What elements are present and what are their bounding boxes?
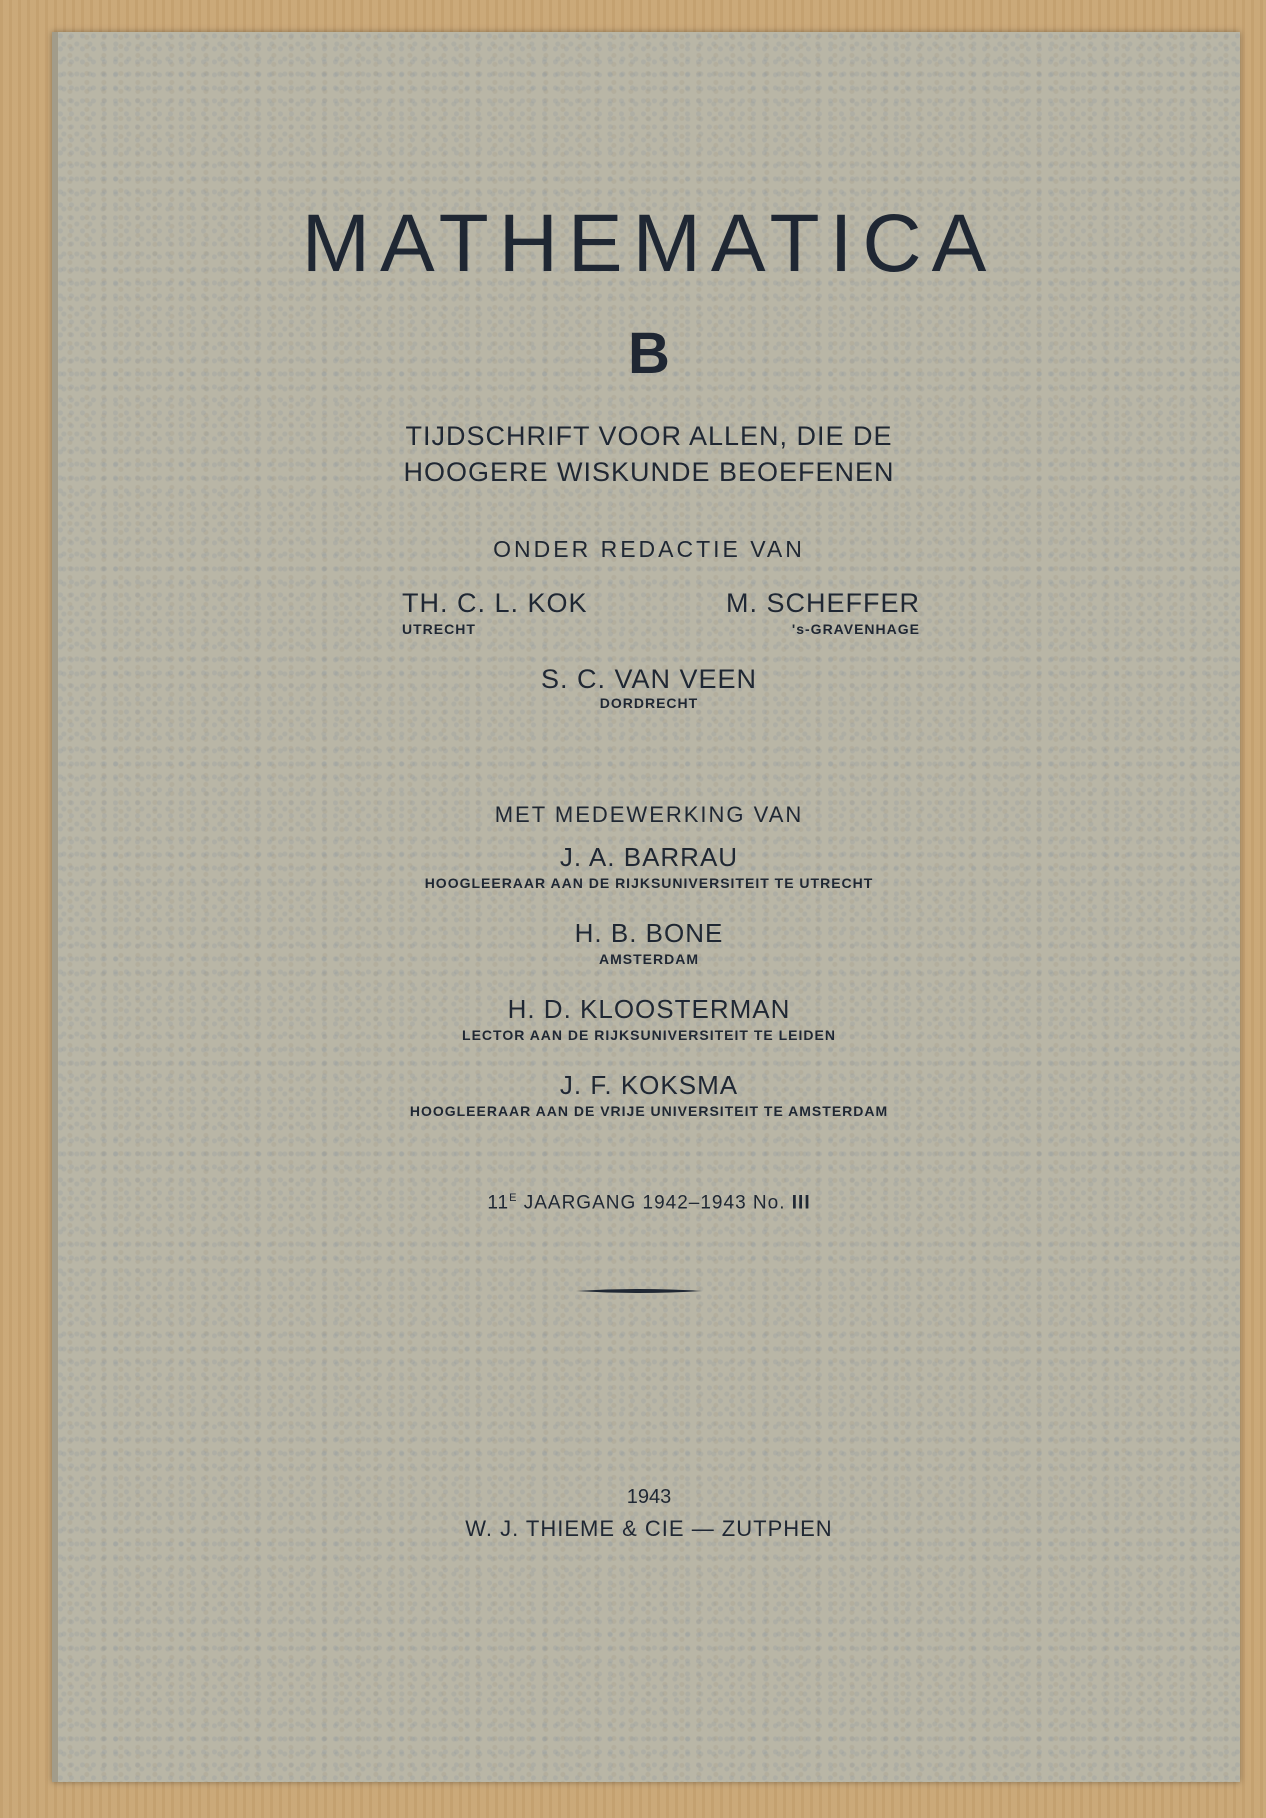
editor-name: M. SCHEFFER — [725, 588, 920, 618]
collaborator-affiliation: HOOGLEERAAR AAN DE RIJKSUNIVERSITEIT TE UTRECHT — [424, 875, 874, 891]
collaborator-name: J. F. KOKSMA — [559, 1070, 739, 1100]
collaborator-name: H. B. BONE — [574, 918, 724, 948]
volume-line — [58, 1192, 1240, 1214]
journal-title: MATHEMATICA — [301, 198, 997, 289]
collaborator-name: J. A. BARRAU — [559, 842, 739, 872]
collaborator-affiliation: AMSTERDAM — [599, 951, 699, 967]
volume-ordinal: 11 — [487, 1192, 510, 1214]
collaborator — [58, 1070, 1240, 1119]
editor-place: 's-GRAVENHAGE — [791, 621, 920, 637]
tagline-line: TIJDSCHRIFT VOOR ALLEN, DIE DE — [405, 421, 893, 451]
ornamental-rule — [576, 1288, 702, 1294]
editor — [402, 588, 588, 637]
publication-year: 1943 — [626, 1486, 672, 1508]
collaborator — [58, 994, 1240, 1043]
editor-name: TH. C. L. KOK — [402, 588, 588, 618]
collaborator-affiliation: LECTOR AAN DE RIJKSUNIVERSITEIT TE LEIDEN — [462, 1027, 836, 1043]
editor — [698, 588, 920, 637]
editor-name: S. C. VAN VEEN — [540, 664, 758, 694]
collaborator-affiliation: HOOGLEERAAR AAN DE VRIJE UNIVERSITEIT TE AMSTERDAM — [409, 1103, 889, 1119]
editorial-heading: ONDER REDACTIE VAN — [493, 536, 805, 562]
editor — [58, 664, 1240, 711]
publisher: W. J. THIEME & CIE — ZUTPHEN — [465, 1516, 833, 1541]
issue-number: III — [791, 1192, 811, 1214]
editor-place: UTRECHT — [402, 621, 476, 637]
collaborator — [58, 918, 1240, 967]
tagline — [58, 418, 1240, 490]
collaborator — [58, 842, 1240, 891]
journal-cover — [52, 32, 1240, 1782]
tagline-line: HOOGERE WISKUNDE BEOEFENEN — [403, 457, 895, 487]
collaboration-heading: MET MEDEWERKING VAN — [494, 802, 804, 827]
collaborator-name: H. D. KLOOSTERMAN — [507, 994, 791, 1024]
volume-ordinal-suffix: E — [509, 1192, 518, 1204]
editor-place: DORDRECHT — [599, 695, 699, 711]
volume-text: JAARGANG 1942–1943 No. — [523, 1192, 786, 1214]
series-letter: B — [628, 321, 670, 386]
